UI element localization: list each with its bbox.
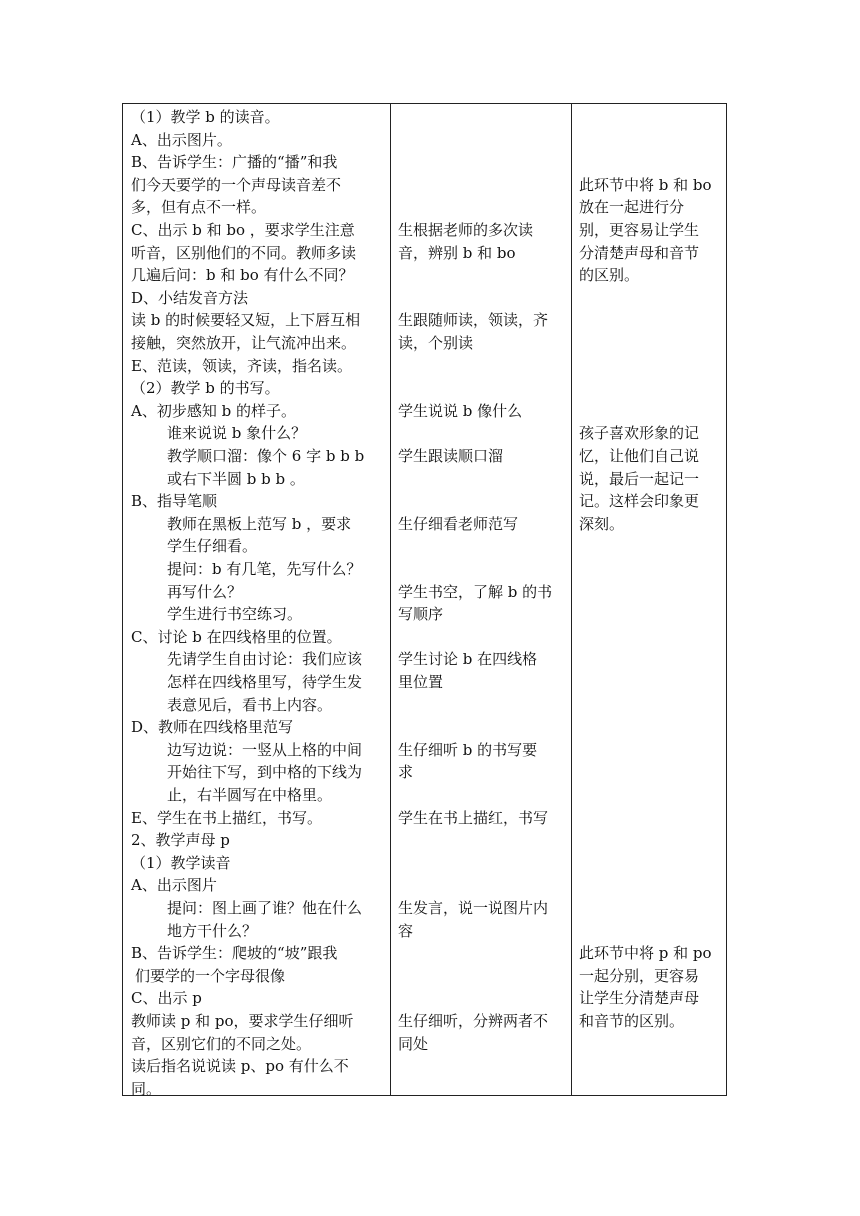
teaching-line: E、范读，领读，齐读，指名读。 [131, 356, 352, 375]
teaching-line: 或右下半圆 b b b 。 [167, 469, 305, 488]
student-activity-line: 学生讨论 b 在四线格 [398, 650, 538, 669]
student-activity-line: 学生跟读顺口溜 [398, 447, 504, 465]
teaching-line: 怎样在四线格里写，待学生发 [167, 673, 363, 691]
design-intent-line: 此环节中将 b 和 bo [579, 175, 712, 194]
student-activity-line: 容 [398, 921, 414, 940]
design-intent-line: 此环节中将 p 和 po [579, 944, 712, 963]
column-divider-1 [390, 104, 391, 1095]
teaching-line: 再写什么？ [167, 582, 243, 601]
teaching-line: 接触，突然放开，让气流冲出来。 [131, 334, 357, 352]
teaching-line: C、讨论 b 在四线格里的位置。 [131, 627, 342, 646]
student-activity-line: 同处 [398, 1034, 429, 1053]
teaching-line: 地方干什么？ [167, 921, 258, 940]
design-intent-line: 深刻。 [579, 514, 625, 533]
teaching-line: D、小结发音方法 [131, 288, 249, 307]
teaching-line: 止，右半圆写在中格里。 [167, 786, 333, 804]
teaching-line: 教学顺口溜：像个 6 字 b b b [167, 447, 365, 465]
teaching-line: 学生进行书空练习。 [167, 605, 303, 624]
student-activity-line: 生仔细听，分辨两者不 [398, 1012, 549, 1030]
teaching-line: B、指导笔顺 [131, 492, 218, 511]
teaching-line: 教师读 p 和 po，要求学生仔细听 [131, 1012, 354, 1030]
teaching-line: 几遍后问：b 和 bo 有什么不同？ [131, 266, 354, 285]
design-intent-line: 孩子喜欢形象的记 [579, 424, 700, 443]
teaching-line: D、教师在四线格里范写 [131, 718, 294, 737]
teaching-line: B、告诉学生：广播的“播”和我 [131, 153, 338, 172]
student-activity-line: 学生书空，了解 b 的书 [398, 582, 553, 601]
student-activity-line: 生仔细听 b 的书写要 [398, 740, 538, 759]
teaching-line: （1）教学 b 的读音。 [131, 108, 280, 126]
design-intent-line: 和音节的区别。 [579, 1012, 685, 1030]
teaching-line: 教师在黑板上范写 b ，要求 [167, 514, 352, 533]
teaching-line: 先请学生自由讨论：我们应该 [167, 650, 363, 669]
teaching-line: 学生仔细看。 [167, 537, 258, 556]
design-intent-line: 忆，让他们自己说 [579, 447, 700, 465]
teaching-line: （1）教学读音 [131, 853, 231, 872]
teaching-line: 2、教学声母 p [131, 831, 230, 850]
student-activity-line: 里位置 [398, 673, 444, 691]
design-intent-line: 放在一起进行分 [579, 198, 685, 217]
teaching-line: 表意见后，看书上内容。 [167, 695, 333, 714]
student-activity-line: 读，个别读 [398, 334, 474, 352]
column-divider-2 [571, 104, 572, 1095]
student-activity-line: 求 [398, 763, 414, 782]
teaching-line: 开始往下写，到中格的下线为 [167, 763, 363, 782]
teaching-line: 们今天要学的一个声母读音差不 [131, 175, 342, 194]
teaching-line: 们要学的一个字母很像 [135, 966, 286, 985]
design-intent-line: 一起分别，更容易 [579, 966, 700, 985]
teaching-line: 边写边说：一竖从上格的中间 [167, 740, 363, 759]
teaching-line: 多，但有点不一样。 [131, 198, 267, 217]
teaching-line: C、出示 p [131, 989, 202, 1008]
teaching-line: 音，区别它们的不同之处。 [131, 1034, 312, 1053]
teaching-line: A、出示图片 [131, 876, 217, 895]
student-activity-line: 写顺序 [398, 605, 444, 624]
student-activity-line: 学生说说 b 像什么 [398, 401, 523, 420]
student-activity-line: 音，辨别 b 和 bo [398, 243, 516, 262]
student-activity-line: 生仔细看老师范写 [398, 514, 519, 533]
teaching-line: 谁来说说 b 象什么？ [167, 424, 307, 443]
design-intent-line: 分清楚声母和音节 [579, 243, 700, 262]
teaching-line: 提问：b 有几笔，先写什么？ [167, 560, 362, 578]
teaching-line: A、初步感知 b 的样子。 [131, 401, 296, 420]
teaching-line: 同。 [131, 1079, 162, 1098]
design-intent-line: 说，最后一起记一 [579, 469, 700, 488]
student-activity-line: 生跟随师读，领读，齐 [398, 311, 549, 330]
student-activity-line: 生发言，说一说图片内 [398, 899, 549, 917]
teaching-line: 提问：图上画了谁？他在什么 [167, 899, 363, 917]
design-intent-line: 别，更容易让学生 [579, 221, 700, 239]
design-intent-line: 记。这样会印象更 [579, 492, 700, 511]
teaching-line: E、学生在书上描红，书写。 [131, 808, 322, 827]
teaching-line: B、告诉学生：爬坡的“坡”跟我 [131, 944, 338, 963]
student-activity-line: 学生在书上描红，书写 [398, 808, 549, 827]
design-intent-line: 的区别。 [579, 266, 640, 285]
lesson-plan-table [122, 103, 727, 1096]
teaching-line: （2）教学 b 的书写。 [131, 379, 280, 398]
teaching-line: 读 b 的时候要轻又短，上下唇互相 [131, 311, 361, 330]
teaching-line: 听音，区别他们的不同。教师多读 [131, 243, 357, 262]
teaching-line: A、出示图片。 [131, 130, 232, 149]
teaching-line: 读后指名说说读 p、po 有什么不 [131, 1057, 349, 1076]
student-activity-line: 生根据老师的多次读 [398, 221, 534, 239]
teaching-line: C、出示 b 和 bo ，要求学生注意 [131, 221, 355, 239]
design-intent-line: 让学生分清楚声母 [579, 989, 700, 1008]
